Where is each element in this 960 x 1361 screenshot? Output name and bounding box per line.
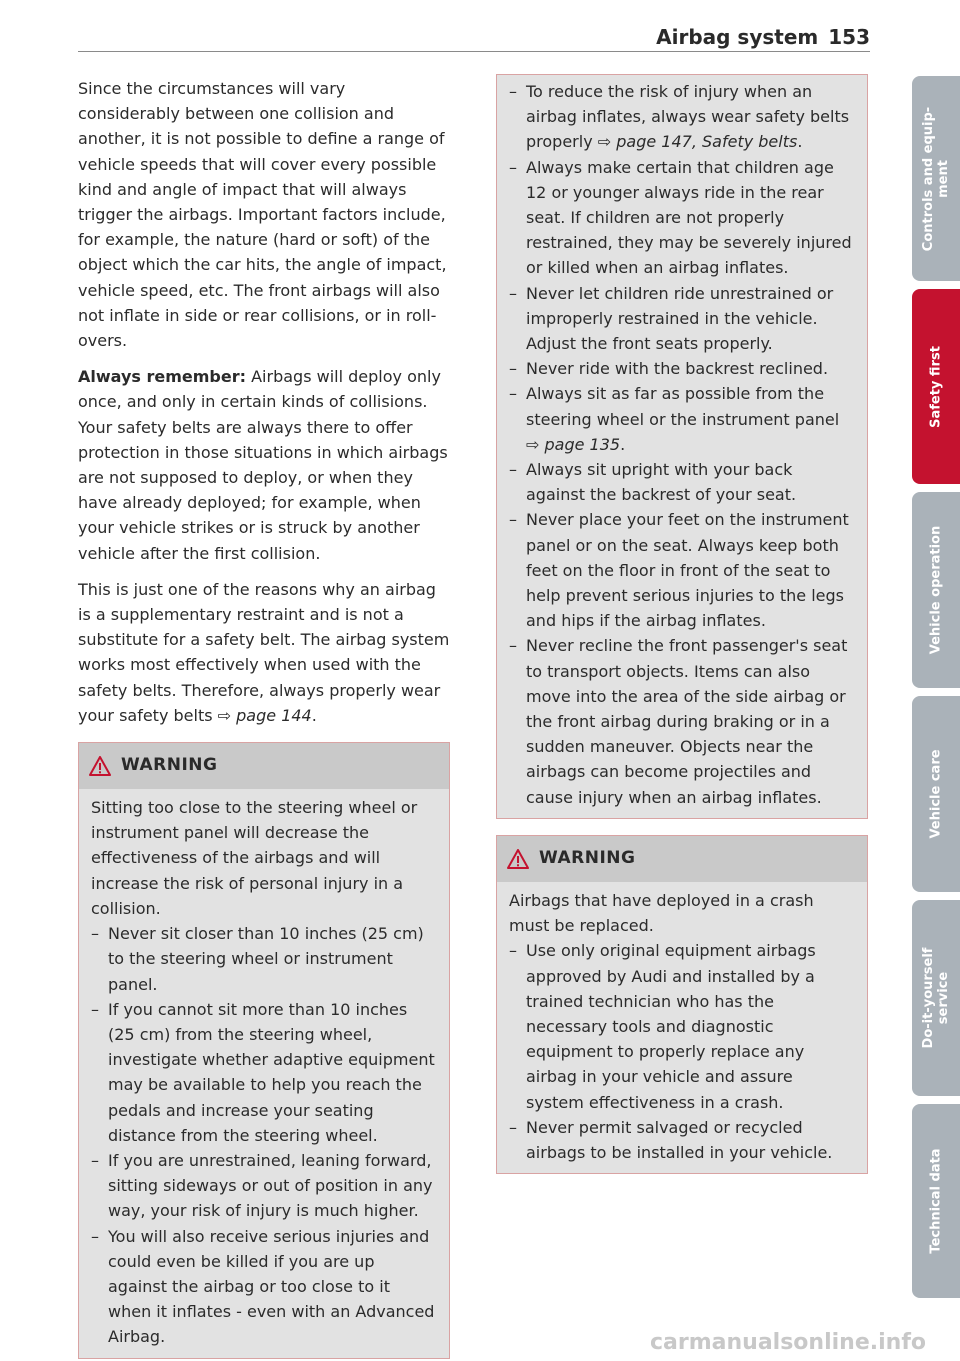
warning-list [509, 79, 855, 810]
tab-label: Controls and equip- ment [921, 106, 951, 251]
list-item: – If you are unrestrained, leaning forward, sitting sideways or out of position in any way, your risk of injury is much higher. [91, 1148, 437, 1224]
watermark: carmanualsonline.info [650, 1330, 926, 1355]
list-item-text: . [797, 132, 803, 152]
page-number: 153 [828, 25, 870, 49]
warning-list [509, 938, 855, 1165]
tab-label: Vehicle care [928, 749, 944, 839]
warning-header [497, 836, 867, 882]
emphasis: Always remember: [78, 367, 247, 387]
tab-vehicle-care[interactable] [912, 696, 960, 892]
tab-do-it-yourself-service[interactable] [912, 900, 960, 1096]
section-title: Airbag system [656, 25, 819, 49]
paragraph-text: Airbags will deploy only once, and only in certain kinds of collisions. Your safety belts are always there to offer protection in those situations in which airbags are not supposed to deploy, or when they have already deployed; for example, when your vehicle strikes or is struck by another vehicle after the first collision. [78, 367, 448, 563]
right-column [496, 76, 868, 1174]
tab-label: Do-it-yourself service [921, 947, 951, 1049]
paragraph-text: . [311, 705, 317, 725]
tab-label: Safety first [928, 345, 944, 428]
list-item-text: . [620, 434, 626, 454]
tab-controls-and-equipment[interactable] [912, 76, 960, 281]
list-item: – Never place your feet on the instrument panel or on the seat. Always keep both feet on the floor in front of the seat to help prevent serious injuries to the legs and hips if the airbag inflates. [509, 507, 855, 633]
page-reference-link[interactable]: ⇨ page 144 [217, 705, 312, 725]
list-item: – Use only original equipment airbags approved by Audi and installed by a trained technician who has the necessary tools and diagnostic equipment to properly replace any airbag in your vehicle and assure system effectiveness in a crash. [509, 938, 855, 1114]
warning-intro: Airbags that have deployed in a crash must be replaced. [509, 890, 814, 936]
left-column [78, 76, 450, 1359]
warning-box [496, 835, 868, 1174]
list-item: – Never permit salvaged or recycled airbags to be installed in your vehicle. [509, 1115, 855, 1165]
page-reference-link[interactable]: ⇨ page 147, Safety belts [597, 132, 798, 152]
warning-body [79, 789, 449, 1357]
header-rule [78, 51, 870, 52]
paragraph [78, 364, 450, 566]
list-item: – Never let children ride unrestrained or improperly restrained in the vehicle. Adjust the front seats properly. [509, 281, 855, 357]
warning-body [497, 75, 867, 818]
warning-header [79, 743, 449, 789]
warning-list [91, 921, 437, 1349]
paragraph-text: This is just one of the reasons why an airbag is a supplementary restraint and is not a substitute for a safety belt. The airbag system works most effectively when used with the safety belts. Therefore, always properly wear your safety belts [78, 579, 450, 725]
tab-safety-first[interactable] [912, 289, 960, 484]
warning-box [78, 742, 450, 1358]
list-item: – Never ride with the backrest reclined. [509, 356, 855, 381]
list-item: – Never sit closer than 10 inches (25 cm) to the steering wheel or instrument panel. [91, 921, 437, 997]
warning-triangle-icon [89, 756, 111, 776]
warning-triangle-icon [507, 849, 529, 869]
paragraph [78, 577, 450, 728]
list-item [509, 381, 855, 457]
tab-vehicle-operation[interactable] [912, 492, 960, 688]
list-item-text: Always sit as far as possible from the steering wheel or the instrument panel [526, 384, 840, 429]
page-header [656, 25, 870, 49]
list-item [509, 79, 855, 155]
tab-label: Vehicle operation [928, 525, 944, 655]
list-item: – If you cannot sit more than 10 inches (25 cm) from the steering wheel, investigate whether adaptive equipment may be available to help you reach the pedals and increase your seating distance from the steering wheel. [91, 997, 437, 1148]
warning-body [497, 882, 867, 1173]
tab-label: Technical data [928, 1148, 944, 1254]
warning-heading: WARNING [539, 848, 636, 869]
paragraph: Since the circumstances will vary considerably between one collision and another, it is not possible to define a range of vehicle speeds that will cover every possible kind and angle of impact that will always trigger the airbags. Important factors include, for example, the nature (hard or soft) of the object which the car hits, the angle of impact, vehicle speed, etc. The front airbags will also not inflate in side or rear collisions, or in roll-overs. [78, 79, 447, 351]
list-item: – Always make certain that children age 12 or younger always ride in the rear seat. If children are not properly restrained, they may be severely injured or killed when an airbag inflates. [509, 155, 855, 281]
list-item: – You will also receive serious injuries and could even be killed if you are up against the airbag or too close to it when it inflates - even with an Advanced Airbag. [91, 1224, 437, 1350]
list-item-text: To reduce the risk of injury when an airbag inflates, always wear safety belts properly [526, 82, 850, 152]
warning-continuation-box [496, 74, 868, 819]
tab-technical-data[interactable] [912, 1104, 960, 1298]
list-item: – Never recline the front passenger's seat to transport objects. Items can also move into the area of the side airbag or the front airbag during braking or in a sudden maneuver. Objects near the airbags can become projectiles and cause injury when an airbag inflates. [509, 633, 855, 809]
warning-intro: Sitting too close to the steering wheel or instrument panel will decrease the effectiveness of the airbags and will increase the risk of personal injury in a collision. [91, 798, 418, 918]
warning-heading: WARNING [121, 755, 218, 776]
page-reference-link[interactable]: ⇨ page 135 [526, 434, 621, 454]
list-item: – Always sit upright with your back against the backrest of your seat. [509, 457, 855, 507]
